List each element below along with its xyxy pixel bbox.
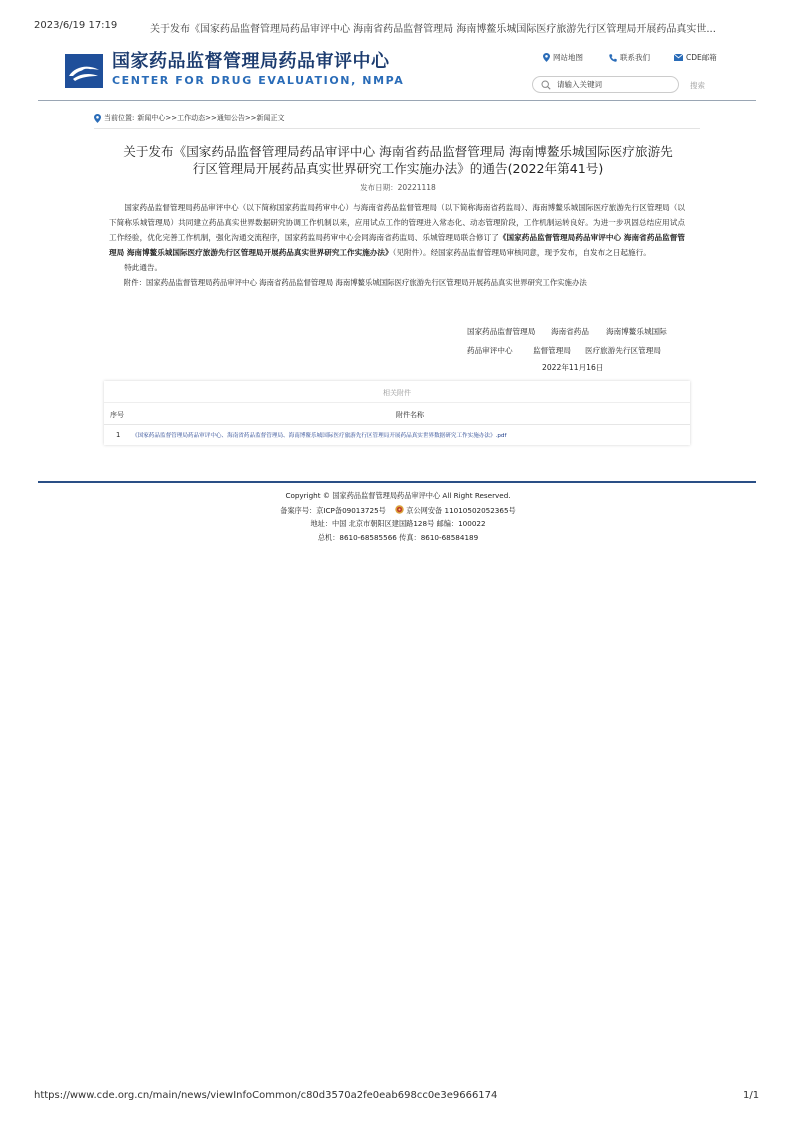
- attachments-divider: [104, 402, 690, 403]
- publish-date: 发布日期：20221118: [360, 183, 436, 192]
- print-page-title: 关于发布《国家药品监督管理局药品审评中心 海南省药品监督管理局 海南博鳌乐城国际医疗旅游先行区管理局开展药品真实世...: [150, 24, 716, 35]
- breadcrumb-divider: [94, 128, 700, 129]
- article-body: [109, 201, 685, 290]
- search-button[interactable]: 搜索: [690, 81, 705, 90]
- attachments-title: 相关附件: [383, 389, 411, 397]
- site-subtitle: CENTER FOR DRUG EVALUATION, NMPA: [112, 74, 405, 87]
- cde-logo-icon: [65, 54, 103, 88]
- site-map-label: 网站地图: [553, 53, 583, 62]
- signature-date: 2022年11月16日: [542, 363, 604, 372]
- phone-icon: [609, 54, 617, 62]
- paragraph-text: 国家药品监督管理局药品审评中心（以下简称国家药监局药审中心）与海南省药品监督管理局（以下简称海南省药监局）、海南博鳌乐城国际医疗旅游先行区管理局（以下简称乐城管理局）共同建立药品真实世界数据研究协调工作机制以来，应用试点工作的管理进入常态化、动态管理阶段，工作机制运转良好。为进一步巩固总结应用试点工作经验，优化完善工作机制，强化沟通交流程序，国家药监局药审中心会同海南省药监局、乐城管理局联合修订了: [109, 203, 685, 242]
- print-url: https://www.cde.org.cn/main/news/viewInfoCommon/c80d3570a2fe0eab698cc0e3e9666174: [34, 1090, 498, 1101]
- paragraph-text: （见附件）。经国家药品监督管理局审核同意，现予发布，自发布之日起施行。: [392, 247, 651, 257]
- contact-us-label: 联系我们: [620, 53, 650, 62]
- location-pin-icon: [543, 53, 550, 62]
- cde-mail-label: CDE邮箱: [686, 53, 717, 62]
- attachment-link[interactable]: 《国家药品监督管理局药品审评中心、海南省药品监督管理局、海南博鳌乐城国际医疗旅游先行区管理局开展药品真实世界数据研究工作实施办法》.pdf: [132, 433, 507, 439]
- table-header-divider: [104, 424, 690, 425]
- print-page-number: 1/1: [743, 1090, 760, 1101]
- location-pin-icon: [94, 114, 101, 123]
- site-map-link[interactable]: [543, 52, 583, 63]
- article-paragraph: [109, 201, 685, 261]
- cde-logo[interactable]: [65, 54, 103, 88]
- signatory-1-line-2: 药品审评中心: [467, 346, 513, 355]
- icp-record[interactable]: 备案序号：京ICP备09013725号: [280, 506, 386, 515]
- signatory-2-line-2: 监督管理局: [533, 346, 571, 355]
- contact-us-link[interactable]: [609, 52, 650, 63]
- article-title-line-1: 关于发布《国家药品监督管理局药品审评中心 海南省药品监督管理局 海南博鳌乐城国际医疗旅游先: [123, 144, 673, 159]
- footer-divider: [38, 481, 756, 483]
- signatory-3-line-2: 医疗旅游先行区管理局: [585, 346, 661, 355]
- mail-icon: [674, 54, 683, 61]
- search-box: [532, 76, 679, 93]
- paragraph-bold-text: 《国家药品监督管理局药品审评中心 海南省药品监督管理局 海南博鳌乐城国际医疗旅游先行区管理局开展药品真实世界研究工作实施办法》: [109, 232, 685, 257]
- closing-text: 特此通告。: [124, 262, 163, 272]
- column-header-name: 附件名称: [396, 411, 424, 419]
- header-divider: [38, 100, 756, 101]
- article-title-line-2: 行区管理局开展药品真实世界研究工作实施办法》的通告(2022年第41号): [192, 161, 604, 176]
- breadcrumb: [94, 113, 285, 123]
- phone-fax: 总机：8610-68585566 传真：8610-68584189: [317, 533, 479, 542]
- cde-mail-link[interactable]: [674, 52, 717, 63]
- address: 地址：中国 北京市朝阳区建国路128号 邮编：100022: [310, 519, 486, 528]
- search-icon: [541, 80, 551, 90]
- signatory-3-line-1: 海南博鳌乐城国际: [606, 327, 667, 336]
- print-datetime: 2023/6/19 17:19: [34, 20, 118, 31]
- police-badge-icon: [395, 505, 404, 514]
- registration-line: [96, 505, 700, 516]
- attachment-row-number: 1: [116, 431, 121, 439]
- breadcrumb-path[interactable]: 新闻中心>>工作动态>>通知公告>>新闻正文: [137, 114, 285, 122]
- site-title: 国家药品监督管理局药品审评中心: [112, 51, 390, 72]
- signatory-1-line-1: 国家药品监督管理局: [467, 327, 536, 336]
- copyright: Copyright © 国家药品监督管理局药品审评中心 All Right Reserved.: [285, 491, 511, 500]
- breadcrumb-label: 当前位置:: [104, 114, 135, 122]
- article-title: [96, 143, 700, 177]
- column-header-number: 序号: [110, 411, 124, 419]
- police-record[interactable]: 京公网安备 11010502052365号: [406, 506, 516, 515]
- search-input[interactable]: [557, 79, 672, 90]
- signatory-2-line-1: 海南省药品: [551, 327, 589, 336]
- attachment-note: 附件：国家药品监督管理局药品审评中心 海南省药品监督管理局 海南博鳌乐城国际医疗旅游先行区管理局开展药品真实世界研究工作实施办法: [123, 277, 587, 287]
